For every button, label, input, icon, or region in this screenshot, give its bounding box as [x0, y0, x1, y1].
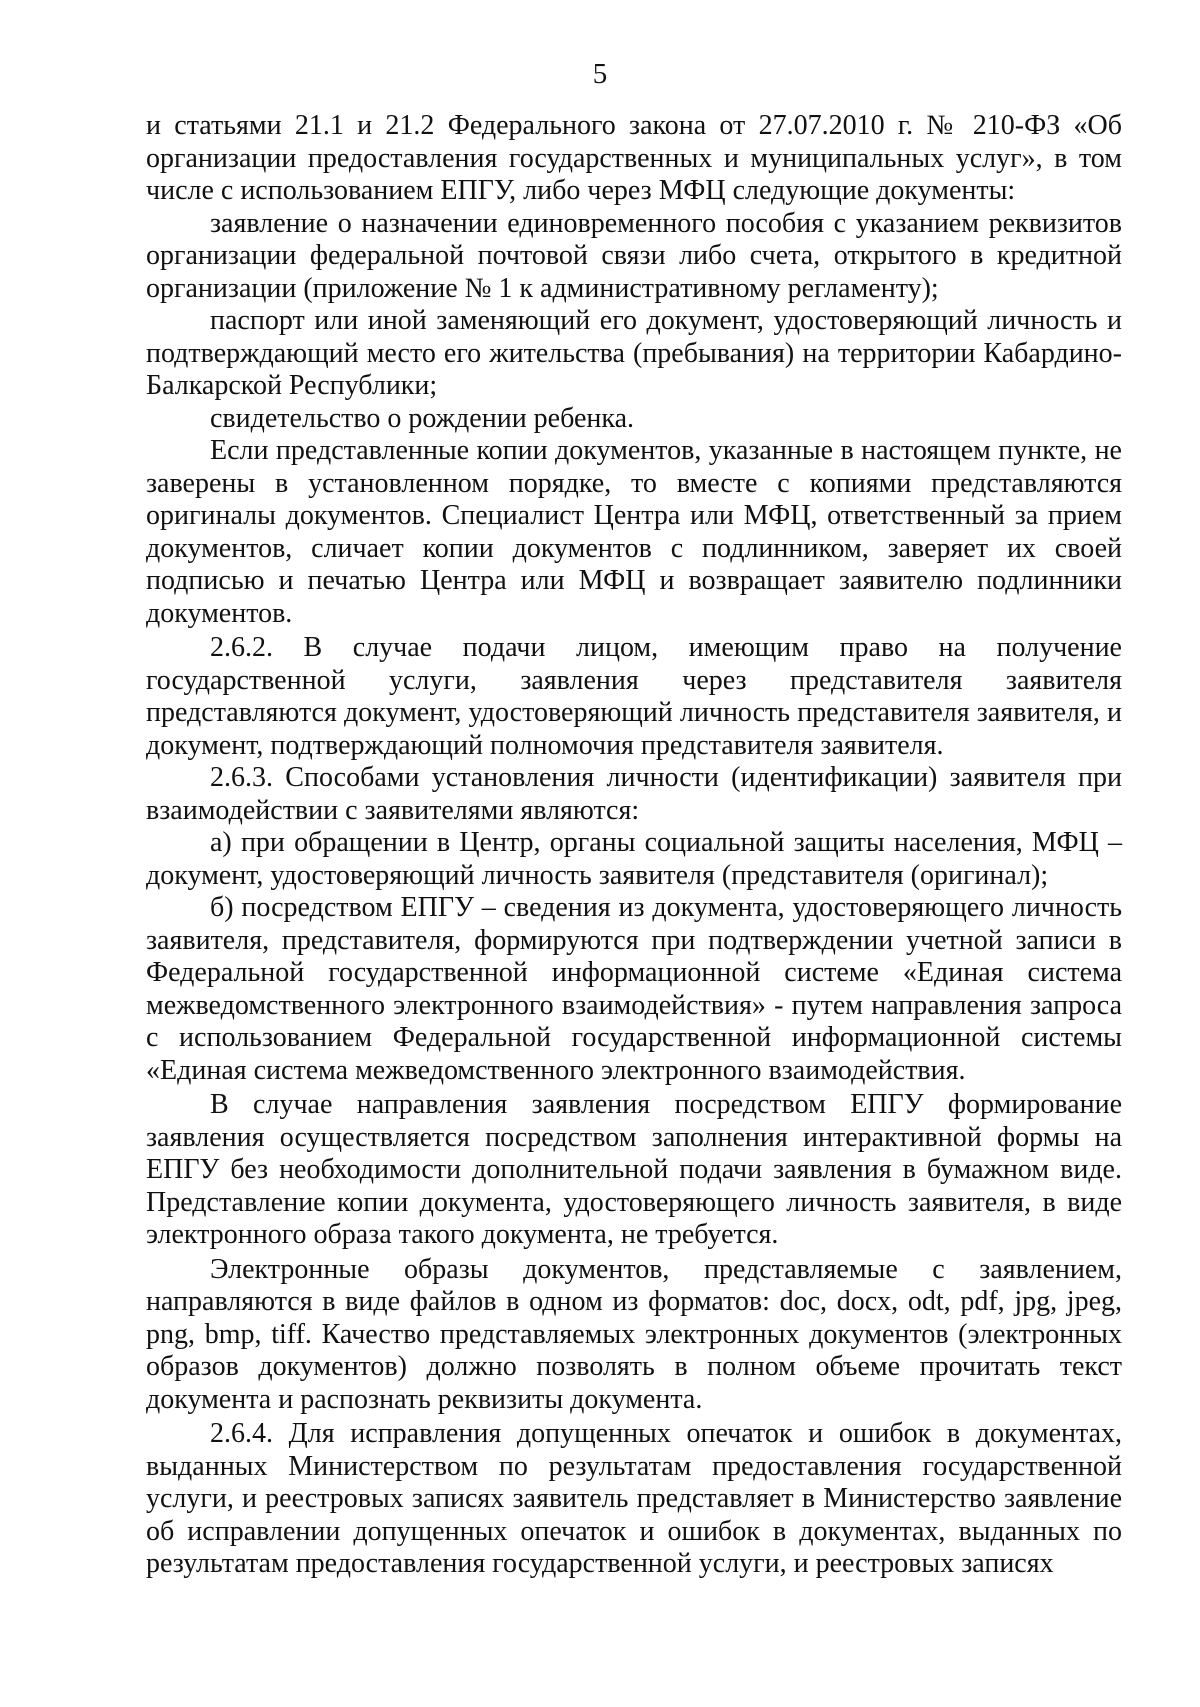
paragraph-2-6-4: 2.6.4. Для исправления допущенных опечаток и ошибок в документах, выданных Министерством по результатам предоставления государственной услуги, и реестровых записях заявитель представляет в Министерство заявление об исправлении допущенных опечаток и ошибок в документах, выданных по результатам предоставления государственной услуги, и реестровых записях [146, 1418, 1122, 1579]
paragraph-continuation: и статьями 21.1 и 21.2 Федерального закона от 27.07.2010 г. № 210-ФЗ «Об организации предоставления государственных и муниципальных услуг», в том числе с использованием ЕПГУ, либо через МФЦ следующие документы: [146, 110, 1122, 206]
document-body [146, 110, 1122, 1581]
paragraph-epgu-submission: В случае направления заявления посредством ЕПГУ формирование заявления осуществляется посредством заполнения интерактивной формы на ЕПГУ без необходимости дополнительной подачи заявления в бумажном виде. Представление копии документа, удостоверяющего личность заявителя, в виде электронного образа такого документа, не требуется. [146, 1089, 1122, 1250]
paragraph-passport-item: паспорт или иной заменяющий его документ, удостоверяющий личность и подтверждающий место его жительства (пребывания) на территории Кабардино-Балкарской Республики; [146, 305, 1122, 401]
paragraph-application-item: заявление о назначении единовременного пособия с указанием реквизитов организации федеральной почтовой связи либо счета, открытого в кредитной организации (приложение № 1 к административному регламенту); [146, 207, 1122, 304]
paragraph-2-6-3-a: а) при обращении в Центр, органы социальной защиты населения, МФЦ – документ, удостоверяющий личность заявителя (представителя (оригинал); [146, 827, 1122, 891]
paragraph-copies-verification: Если представленные копии документов, указанные в настоящем пункте, не заверены в установленном порядке, то вместе с копиями представляются оригиналы документов. Специалист Центра или МФЦ, ответственный за прием документов, сличает копии документов с подлинником, заверяет их своей подписью и печатью Центра или МФЦ и возвращает заявителю подлинники документов. [146, 435, 1122, 629]
page-number: 5 [592, 58, 608, 90]
paragraph-2-6-3: 2.6.3. Способами установления личности (идентификации) заявителя при взаимодействии с заявителями являются: [146, 762, 1122, 826]
paragraph-electronic-formats: Электронные образы документов, представляемые с заявлением, направляются в виде файлов в одном из форматов: doc, docx, odt, pdf, jpg, jpeg, png, bmp, tiff. Качество представляемых электронных документов (электронных образов документов) должно позволять в полном объеме прочитать текст документа и распознать реквизиты документа. [146, 1253, 1122, 1415]
paragraph-2-6-3-b: б) посредством ЕПГУ – сведения из документа, удостоверяющего личность заявителя, представителя, формируются при подтверждении учетной записи в Федеральной государственной информационной системе «Единая система межведомственного электронного взаимодействия» - путем направления запроса с использованием Федеральной государственной информационной системы «Единая система межведомственного электронного взаимодействия. [146, 892, 1122, 1086]
paragraph-2-6-2: 2.6.2. В случае подачи лицом, имеющим право на получение государственной услуги, заявления через представителя заявителя представляются документ, удостоверяющий личность представителя заявителя, и документ, подтверждающий полномочия представителя заявителя. [146, 632, 1122, 761]
paragraph-birth-certificate-item: свидетельство о рождении ребенка. [210, 402, 635, 434]
